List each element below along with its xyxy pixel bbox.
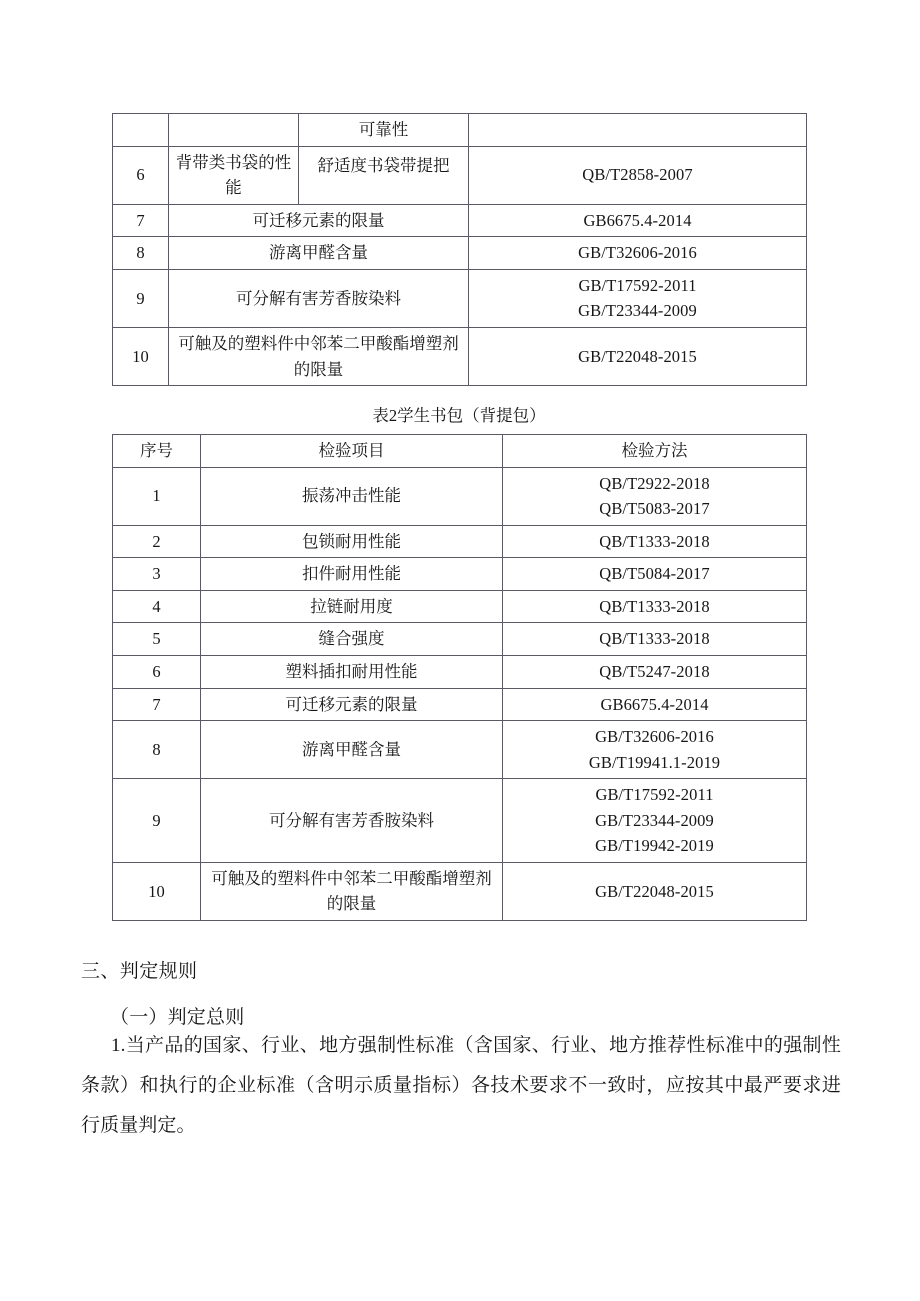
cell-item: 可触及的塑料件中邻苯二甲酸酯增塑剂的限量: [201, 862, 503, 920]
cell-method: [469, 327, 807, 385]
method-code: QB/T5247-2018: [599, 661, 710, 681]
table-row: [113, 862, 807, 920]
cell-item: 背带类书袋的性能: [169, 146, 299, 204]
cell-item: 可迁移元素的限量: [201, 688, 503, 721]
cell-method: [469, 114, 807, 147]
method-code: QB/T1333-2018: [599, 629, 710, 649]
method-code: QB/T5084-2017: [599, 564, 710, 584]
cell-row-number: 10: [113, 327, 169, 385]
method-code: QB/T5083-2017: [599, 499, 710, 519]
cell-item: 缝合强度: [201, 623, 503, 656]
cell-item: 游离甲醛含量: [201, 721, 503, 779]
cell-item: 扣件耐用性能: [201, 558, 503, 591]
table-row: [113, 655, 807, 688]
cell-row-number: 5: [113, 623, 201, 656]
method-code: GB/T19942-2019: [595, 836, 714, 856]
cell-row-number: [113, 114, 169, 147]
subsection-heading-general-rules: （一）判定总则: [110, 1007, 245, 1028]
cell-item: 可触及的塑料件中邻苯二甲酸酯增塑剂的限量: [169, 327, 469, 385]
method-code: GB/T17592-2011: [578, 275, 697, 295]
cell-method: [469, 146, 807, 204]
student-schoolbag-inspection-table: [112, 434, 807, 921]
cell-method: [503, 525, 807, 558]
method-code: GB/T22048-2015: [578, 346, 697, 366]
method-code: GB6675.4-2014: [600, 694, 709, 714]
table-header-row: [113, 435, 807, 468]
method-code: QB/T1333-2018: [599, 596, 710, 616]
method-code: GB/T23344-2009: [578, 301, 697, 321]
table-row: [113, 204, 807, 237]
cell-row-number: 4: [113, 590, 201, 623]
column-header-item: 检验项目: [201, 435, 503, 468]
cell-item: 塑料插扣耐用性能: [201, 655, 503, 688]
table-row: [113, 779, 807, 863]
cell-method: [503, 688, 807, 721]
cell-method: [503, 467, 807, 525]
method-code: GB6675.4-2014: [583, 210, 692, 230]
cell-method: [503, 862, 807, 920]
column-header-method: 检验方法: [503, 435, 807, 468]
table-row: [113, 623, 807, 656]
table-row: [113, 721, 807, 779]
cell-row-number: 7: [113, 688, 201, 721]
cell-row-number: 6: [113, 655, 201, 688]
method-code: QB/T2858-2007: [582, 165, 693, 185]
paragraph-rule-one: 1.当产品的国家、行业、地方强制性标准（含国家、行业、地方推荐性标准中的强制性条款）和执行的企业标准（含明示质量指标）各技术要求不一致时，应按其中最严要求进行质量判定。: [81, 1035, 841, 1136]
table-row: [113, 146, 807, 204]
method-code: GB/T23344-2009: [595, 810, 714, 830]
method-code: GB/T19941.1-2019: [588, 752, 721, 772]
table-row: [113, 269, 807, 327]
cell-method: [469, 204, 807, 237]
table-row: [113, 525, 807, 558]
method-code: GB/T32606-2016: [578, 243, 697, 263]
method-code: QB/T1333-2018: [599, 531, 710, 551]
cell-item: 包锁耐用性能: [201, 525, 503, 558]
cell-item: 拉链耐用度: [201, 590, 503, 623]
cell-row-number: 6: [113, 146, 169, 204]
inspection-table-continued: [112, 113, 807, 386]
cell-subitem: 可靠性: [299, 114, 469, 147]
method-code: GB/T17592-2011: [595, 785, 714, 805]
cell-row-number: 7: [113, 204, 169, 237]
table-row: [113, 558, 807, 591]
cell-method: [503, 655, 807, 688]
cell-item: 振荡冲击性能: [201, 467, 503, 525]
table-row: [113, 590, 807, 623]
cell-item: [169, 114, 299, 147]
cell-subitem: 舒适度书袋带提把: [299, 146, 469, 204]
table-row: [113, 327, 807, 385]
cell-method: [503, 623, 807, 656]
column-header-number: 序号: [113, 435, 201, 468]
table-row: [113, 114, 807, 147]
cell-row-number: 10: [113, 862, 201, 920]
table-row: [113, 688, 807, 721]
section-heading-judgment-rules: 三、判定规则: [81, 961, 198, 982]
cell-method: [469, 237, 807, 270]
method-code: QB/T2922-2018: [599, 473, 710, 493]
cell-item: 可迁移元素的限量: [169, 204, 469, 237]
cell-item: 可分解有害芳香胺染料: [201, 779, 503, 863]
cell-row-number: 8: [113, 237, 169, 270]
table-row: [113, 237, 807, 270]
cell-row-number: 9: [113, 269, 169, 327]
table-row: [113, 467, 807, 525]
cell-item: 游离甲醛含量: [169, 237, 469, 270]
cell-method: [503, 558, 807, 591]
cell-method: [469, 269, 807, 327]
cell-row-number: 2: [113, 525, 201, 558]
cell-method: [503, 779, 807, 863]
cell-row-number: 9: [113, 779, 201, 863]
method-code: GB/T32606-2016: [595, 727, 714, 747]
method-code: GB/T22048-2015: [595, 881, 714, 901]
cell-method: [503, 721, 807, 779]
table-two-caption: 表2学生书包（背提包）: [372, 406, 546, 425]
cell-row-number: 8: [113, 721, 201, 779]
cell-row-number: 1: [113, 467, 201, 525]
cell-method: [503, 590, 807, 623]
cell-row-number: 3: [113, 558, 201, 591]
cell-item: 可分解有害芳香胺染料: [169, 269, 469, 327]
